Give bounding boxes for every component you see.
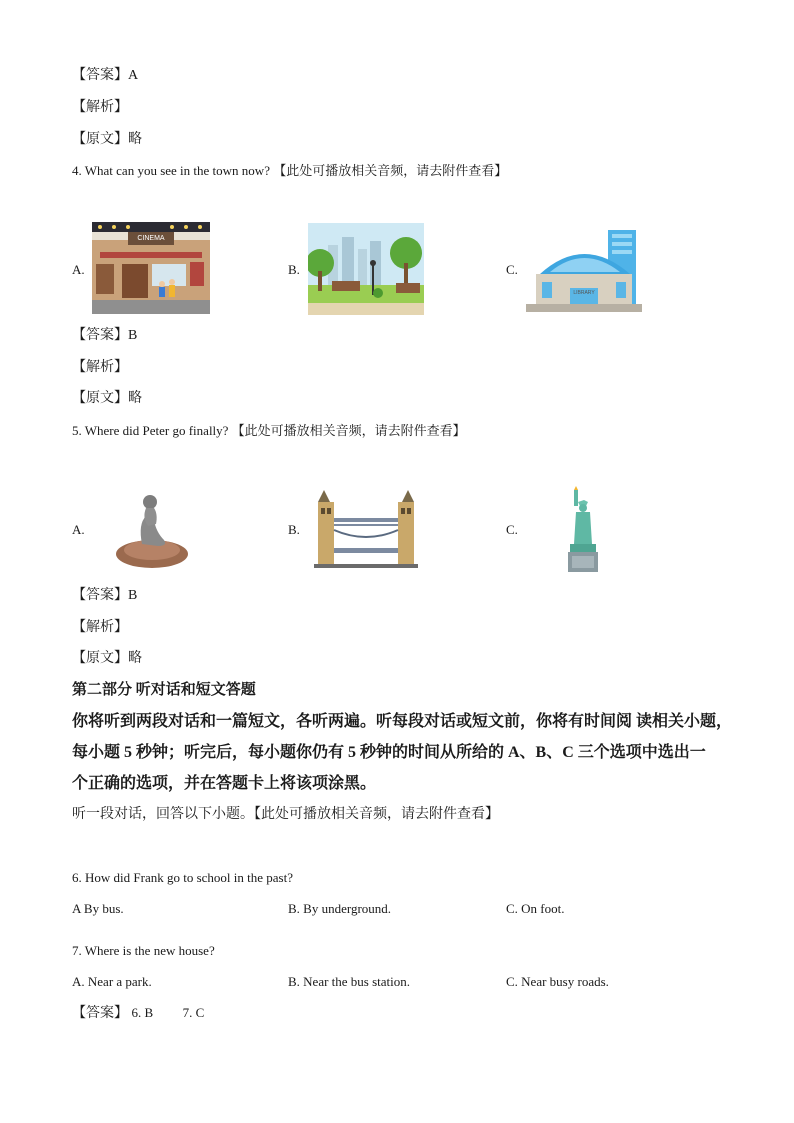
q3-original-line (72, 131, 142, 149)
q3-analysis-line (72, 99, 128, 117)
answer-value: B (128, 328, 138, 343)
original-value: 略 (128, 391, 142, 406)
q6-option-b: B. By underground. (288, 901, 392, 916)
answer-7: 7. C (182, 1005, 205, 1020)
q5-option-c-label: C. (506, 522, 518, 537)
q7-option-a: A. Near a park. (72, 974, 152, 989)
analysis-tag: 【解析】 (72, 100, 128, 115)
q5-answer-line (72, 587, 137, 605)
q6-option-a: A By bus. (72, 901, 124, 916)
original-tag: 【原文】 (72, 391, 128, 406)
original-value: 略 (128, 651, 142, 666)
answer-value: B (128, 588, 138, 603)
statue-of-liberty-image (562, 486, 602, 574)
q5-question: 5. Where did Peter go finally? 【此处可播放相关音频，请去附件查看】 (72, 423, 466, 438)
instruction-line: 个正确的选项，并在答题卡上将该项涂黑。 (72, 775, 377, 792)
library-image (526, 228, 642, 314)
q4-option-b-label: B. (288, 262, 300, 277)
q6-question: 6. How did Frank go to school in the past? (72, 870, 293, 885)
q4-option-a-label: A. (72, 262, 85, 277)
analysis-tag: 【解析】 (72, 360, 128, 375)
cinema-sign: CINEMA (137, 235, 165, 242)
original-tag: 【原文】 (72, 651, 128, 666)
q4-original-line (72, 390, 142, 408)
dialog-intro: 听一段对话，回答以下小题。【此处可播放相关音频，请去附件查看】 (72, 807, 499, 822)
answer-tag: 【答案】 (72, 68, 128, 83)
section-instructions (72, 706, 732, 799)
answer-tag: 【答案】 (72, 588, 128, 603)
analysis-tag: 【解析】 (72, 620, 128, 635)
q5-option-a-label: A. (72, 522, 85, 537)
original-value: 略 (128, 132, 142, 147)
library-sign: LIBRARY (573, 290, 595, 296)
q7-question: 7. Where is the new house? (72, 943, 215, 958)
q6-option-c: C. On foot. (506, 901, 565, 916)
q4-analysis-line (72, 359, 128, 377)
q7-option-b: B. Near the bus station. (288, 974, 411, 989)
original-tag: 【原文】 (72, 132, 128, 147)
park-image (308, 223, 424, 315)
answer-tag: 【答案】 (72, 1006, 128, 1021)
q7-option-c: C. Near busy roads. (506, 974, 609, 989)
instruction-line: 每小题 5 秒钟；听完后，每小题你仍有 5 秒钟的时间从所给的 A、B、C 三个选项中选出一 (72, 744, 706, 761)
answer-6: 6. B (131, 1005, 154, 1020)
answer-tag: 【答案】 (72, 328, 128, 343)
section-title: 第二部分 听对话和短文答题 (72, 682, 256, 698)
instruction-line: 你将听到两段对话和一篇短文，各听两遍。听每段对话或短文前，你将有时间阅 读相关小题， (72, 713, 733, 730)
q3-answer-line (72, 67, 138, 85)
tower-bridge-image (314, 490, 418, 568)
cinema-image (92, 222, 210, 314)
q4-answer-line (72, 327, 137, 345)
section-answer-line (72, 1004, 204, 1023)
mermaid-statue-image (112, 490, 190, 570)
answer-value: A (128, 68, 139, 83)
q5-analysis-line (72, 619, 128, 637)
q5-original-line (72, 650, 142, 668)
q5-option-b-label: B. (288, 522, 300, 537)
q4-option-c-label: C. (506, 262, 518, 277)
q4-question: 4. What can you see in the town now? 【此处可播放相关音频，请去附件查看】 (72, 163, 508, 178)
